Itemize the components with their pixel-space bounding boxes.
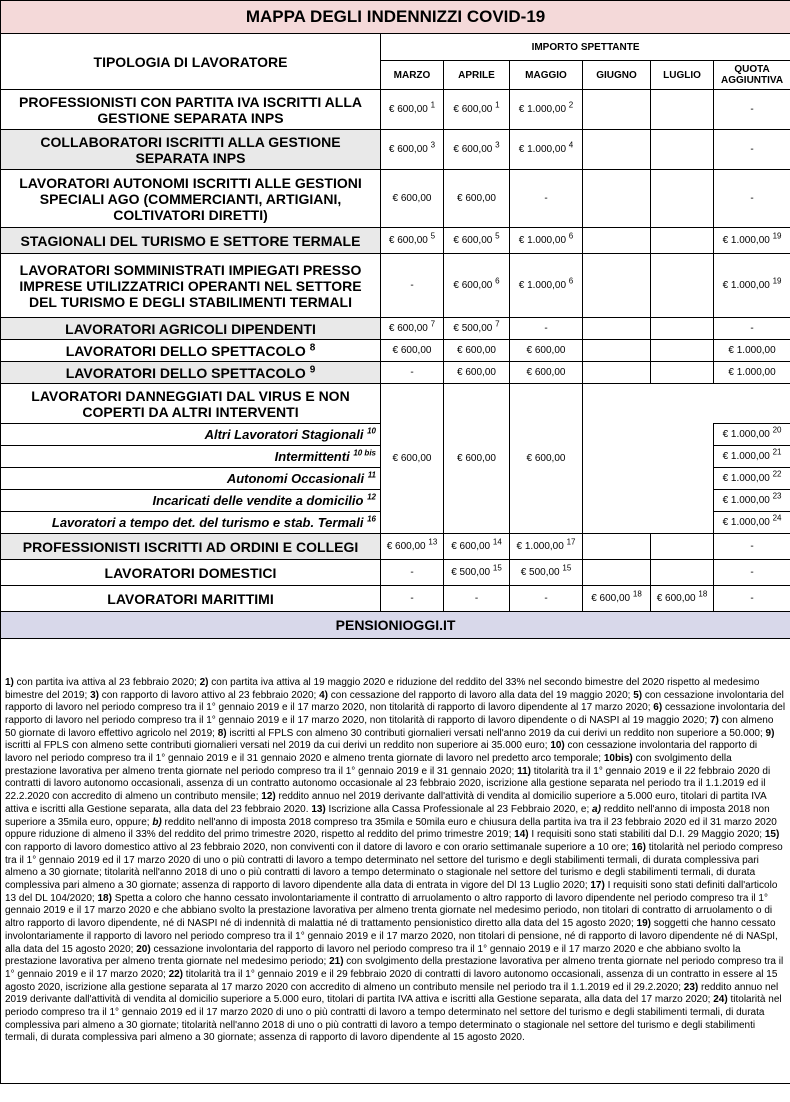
amount-cell [583,90,651,130]
sub-worker-label: Autonomi Occasionali $^{11}$ [1,468,381,490]
amount-cell: € 600,00 [510,384,583,534]
worker-type-label: LAVORATORI AUTONOMI ISCRITTI ALLE GESTIONI SPECIALI AGO (COMMERCIANTI, ARTIGIANI, COLTIVATORI DIRETTI) [1,170,381,228]
amount-cell: € 600,00 $^7$ [381,318,444,340]
month-header: GIUGNO [583,61,651,90]
amount-cell: € 1.000,00 [714,362,790,384]
amount-cell: - [381,362,444,384]
footnote-ref: 1 [430,100,436,110]
footnote-number: 7) [710,714,719,726]
amount-cell: € 600,00 $^{13}$ [381,534,444,560]
footnote-text: con svolgimento della prestazione lavorativa per almeno trenta giornate nel periodo compreso tra il 1° gennaio 2019 e il 17 marzo 2020; [5,956,784,980]
footnote-ref: 14 [492,537,502,547]
footnote-text: cessazione involontaria del rapporto di lavoro nel periodo compreso tra il 1° gennaio 2019 e il 17 marzo 2020 e che abbiano svolto la prestazione lavorativa per almeno trenta giornate nel medesimo periodo; [5,943,741,968]
amount-cell: € 600,00 $^{18}$ [583,586,651,612]
amount-cell [651,254,714,318]
amount-cell [651,534,714,560]
amount-cell [651,340,714,362]
table-row [1,534,790,560]
amount-cell: € 600,00 [444,384,510,534]
footnote-number: 13) [311,803,326,815]
footnote-number: 11) [517,765,532,777]
footnote-ref: 17 [566,537,576,547]
footnote-ref: 22 [772,469,782,479]
footnote-ref: 4 [568,140,574,150]
amount-cell: € 600,00 $^{18}$ [651,586,714,612]
footnote-ref: 9 [309,363,316,375]
footnote-number: 12) [261,791,276,803]
footnote-number: 10bis) [603,753,633,765]
footnote-text: reddito nell'anno di imposta 2018 compreso tra 35mila e 50mila euro e chiusura della partita iva tra il 23 febbraio 2020 ed il 31 marzo 2020 oppure riduzione di almeno il 33% del reddito del primo trimestre 2020, rispetto al reddito del primo trimestre 2019; [5,816,777,841]
amount-cell: € 500,00 $^{15}$ [510,560,583,586]
footer-brand: PENSIONIOGGI.IT [1,612,790,639]
table-row [1,228,790,254]
amount-cell: - [714,90,790,130]
empty-cell [583,512,714,534]
footnote-number: 9) [765,727,775,739]
footnote-text: con cessazione del rapporto di lavoro alla data del 19 maggio 2020; [328,689,634,701]
footnote-number: 17) [590,880,605,892]
table-row [1,362,790,384]
amount-cell: € 600,00 $^5$ [444,228,510,254]
worker-type-label: COLLABORATORI ISCRITTI ALLA GESTIONE SEPARATA INPS [1,130,381,170]
amount-cell: € 1.000,00 $^2$ [510,90,583,130]
amount-cell: - [510,318,583,340]
amount-cell [583,254,651,318]
footnote-ref: 21 [772,447,782,457]
footnote-text: con cessazione involontaria del rapporto di lavoro nel periodo compreso tra il 1° gennaio 2019 e il 31 gennaio 2020 e almeno trenta giornate di lavoro nel predetto arco temporale; [5,740,758,765]
footnote-ref: 10 [367,426,376,436]
amount-cell [651,170,714,228]
table-row [1,586,790,612]
amount-cell [583,560,651,586]
amount-cell: € 600,00 [381,340,444,362]
month-header: QUOTA AGGIUNTIVA [714,61,790,90]
amount-cell: € 1.000,00 $^6$ [510,228,583,254]
amount-cell: € 1.000,00 $^{21}$ [714,446,790,468]
worker-type-label: LAVORATORI MARITTIMI [1,586,381,612]
amount-cell: € 600,00 [381,384,444,534]
footnote-ref: 15 [562,563,572,573]
footnote-number: 24) [713,994,728,1006]
footnote-text: con svolgimento della prestazione lavorativa per almeno trenta giornate nel periodo compreso tra il 1° gennaio 2019 e il 31 gennaio 2020; [5,753,732,777]
amount-cell [651,130,714,170]
footnote-ref: 12 [367,492,376,502]
footnote-number: 20) [136,943,151,955]
footnote-text: con rapporto di lavoro domestico attivo al 23 febbraio 2020, non conviventi con il datore di lavoro e con orario settimanale superiore a 10 ore; [5,841,632,853]
footnote-ref: 2 [568,100,574,110]
footnote-number: 15) [764,829,780,841]
footnote-number: 2) [199,676,209,688]
footnote-ref: 10 bis [353,448,376,458]
page-title: MAPPA DEGLI INDENNIZZI COVID-19 [1,1,790,34]
footnote-text: Spetta a coloro che hanno cessato involontariamente il contratto di arruolamento o altro rapporto di lavoro dipendente nel periodo compreso tra il 1° gennaio 2019 e il 17 marzo 2020 e che abbiano svolto la prestazione lavorativa per almeno trenta giornate nel medesimo periodo, non titolari di contratto di arruolamento o di altro rapporto di lavoro dipendente, né di NASPI né di indennità di malattia né di trattamento pensionistico diretto alla data del 15 agosto 2020; [5,892,773,930]
footnote-text: titolarità tra il 1° gennaio 2019 e il 29 febbraio 2020 di contratti di lavoro autonomo occasionali, assenza di un contratto in essere al 15 agosto 2020, iscrizione alla gestione separata al 17 marzo 2020 con accredito di almeno un contributo mensile nel periodo tra il 1.1.2019 ed il 29.2.2020; [5,968,778,993]
amount-cell: € 600,00 [444,340,510,362]
footnote-ref: 7 [495,319,500,329]
amount-cell: € 1.000,00 $^{22}$ [714,468,790,490]
worker-type-label: STAGIONALI DEL TURISMO E SETTORE TERMALE [1,228,381,254]
footnote-number: b) [152,816,162,828]
amount-cell: € 1.000,00 $^{24}$ [714,512,790,534]
footnote-ref: 23 [772,491,782,501]
footnote-ref: 11 [367,470,376,480]
worker-type-label: LAVORATORI DOMESTICI [1,560,381,586]
amount-cell: € 600,00 $^3$ [444,130,510,170]
table-row [1,340,790,362]
worker-type-label: LAVORATORI DELLO SPETTACOLO $^8$ [1,340,381,362]
sub-worker-label: Lavoratori a tempo det. del turismo e stab. Termali $^{16}$ [1,512,381,534]
amount-cell: € 600,00 $^1$ [444,90,510,130]
amount-cell [651,362,714,384]
footnote-text: reddito annuo nel 2019 derivante dall'attività di vendita al domicilio superiore a 5.000 euro, titolari di partita IVA attiva e iscritti alla Gestione separata, alla data del 17 marzo 2020; [5,981,779,1006]
amount-cell [651,318,714,340]
footnote-ref: 1 [495,100,500,110]
amount-cell: - [510,170,583,228]
footnote-number: 10) [550,740,565,752]
sub-worker-label: Altri Lavoratori Stagionali $^{10}$ [1,424,381,446]
footnote-text: titolarità tra il 1° gennaio 2019 e il 22 febbraio 2020 di contratti di lavoro autonomo occasionali, assenza di un contratto autonomo occasionale al 23 febbraio 2020, iscrizione alla gestione separata nel periodo tra il 1.1.2019 ed il 22.2.2020 con accredito di almeno un contributo mensile; [5,765,771,803]
amount-cell: € 1.000,00 $^{20}$ [714,424,790,446]
amount-cell: € 1.000,00 $^{19}$ [714,228,790,254]
amount-cell [583,340,651,362]
worker-type-label: LAVORATORI AGRICOLI DIPENDENTI [1,318,381,340]
amount-cell: € 1.000,00 $^{19}$ [714,254,790,318]
footnote-number: 16) [631,841,646,853]
tipologia-header: TIPOLOGIA DI LAVORATORE [1,34,381,90]
footnote-text: titolarità nel periodo compreso tra il 1° gennaio 2019 ed il 17 marzo 2020 di uno o più contratti di lavoro a tempo determinato nel settore del turismo e degli stabilimenti termali, di durata complessiva pari almeno a 30 giornate; titolarità nell'anno 2018 di uno o più contratti di lavoro a tempo determinato o stagionale nel settore del turismo e degli stabilimenti termali, di durata complessiva pari almeno a 30 giornate; assenza di rapporto di lavoro dipendente alla data di entrata in vigore del Dl 13 Luglio 2020; [5,841,783,892]
amount-cell: € 1.000,00 [714,340,790,362]
footnote-ref: 19 [772,231,782,241]
table-row [1,560,790,586]
footnote-ref: 19 [772,276,782,286]
amount-cell [651,228,714,254]
table-row [1,254,790,318]
table-row [1,170,790,228]
amount-cell: € 600,00 [444,170,510,228]
footnote-text: Iscrizione alla Cassa Professionale al 23 Febbraio 2020, e; [325,803,593,815]
worker-type-label: LAVORATORI DANNEGGIATI DAL VIRUS E NON COPERTI DA ALTRI INTERVENTI [1,384,381,424]
table-row [1,130,790,170]
amount-cell: € 600,00 $^5$ [381,228,444,254]
amount-cell: € 500,00 $^{15}$ [444,560,510,586]
footnote-number: a) [592,803,601,815]
footnote-ref: 18 [632,589,642,599]
empty-cell [583,446,714,468]
footnote-number: 21) [329,956,344,968]
footnote-number: 23) [683,981,699,993]
month-header: MARZO [381,61,444,90]
footnote-ref: 6 [568,231,574,241]
footnote-ref: 5 [430,231,436,241]
amount-cell: € 600,00 $^1$ [381,90,444,130]
worker-type-label: LAVORATORI SOMMINISTRATI IMPIEGATI PRESSO IMPRESE UTILIZZATRICI OPERANTI NEL SETTORE DEL TURISMO E DEGLI STABILIMENTI TERMALI [1,254,381,318]
footnote-ref: 3 [495,140,500,150]
worker-type-label: PROFESSIONISTI ISCRITTI AD ORDINI E COLLEGI [1,534,381,560]
footnote-number: 3) [90,689,99,701]
footnote-ref: 3 [430,140,436,150]
footnote-text: reddito nell'anno di imposta 2018 non superiore a 35mila euro, oppure; [5,803,770,828]
amount-cell: € 600,00 [510,340,583,362]
amount-cell: - [714,130,790,170]
amount-cell: - [381,586,444,612]
amount-cell: € 1.000,00 $^4$ [510,130,583,170]
footnote-number: 22) [168,968,184,980]
amount-cell [583,228,651,254]
footnote-text: con rapporto di lavoro attivo al 23 febbraio 2020; [98,689,320,701]
footnote-text: iscritti al FPLS con almeno sette contributi giornalieri versati nel 2019 da cui derivi un reddito non superiore ai 35.000 euro; [5,740,551,752]
table-row [1,384,790,424]
footnote-ref: 6 [568,276,574,286]
amount-cell [583,534,651,560]
footnote-number: 18) [97,892,112,904]
footnote-ref: 20 [772,425,782,435]
month-header: MAGGIO [510,61,583,90]
footnote-ref: 8 [309,341,316,353]
amount-cell: € 600,00 [381,170,444,228]
amount-cell: - [510,586,583,612]
footnote-ref: 24 [772,513,782,523]
amount-cell [583,130,651,170]
worker-type-label: LAVORATORI DELLO SPETTACOLO $^9$ [1,362,381,384]
footnote-text: con partita iva attiva al 23 febbraio 2020; [13,676,200,688]
footnote-ref: 5 [495,231,500,241]
footnote-text: reddito annuo nel 2019 derivante dall'attività di vendita al domicilio superiore a 5.000 euro, titolari di partita IVA attiva e iscritti alla Gestione separata, alla data del 23 febbraio 2020. [5,791,767,815]
footnote-text: titolarità nel periodo compreso tra il 1° gennaio 2019 ed il 17 marzo 2020 di uno o più contratti di lavoro a tempo determinato nel settore del turismo e degli stabilimenti termali, di durata complessiva pari almeno a 30 giornate; titolarità nell'anno 2018 di uno o più contratti di lavoro a tempo determinato o stagionale nel settore del turismo e degli stabilimenti termali, di durata complessiva pari almeno a 30 giornate; assenza di rapporto di lavoro dipendente al 15 agosto 2020. [5,994,782,1044]
amount-cell: € 1.000,00 $^6$ [510,254,583,318]
footnote-number: 5) [633,689,643,701]
sub-worker-label: Intermittenti $^{10 bis}$ [1,446,381,468]
amount-cell: - [381,254,444,318]
amount-cell: - [714,170,790,228]
month-header: APRILE [444,61,510,90]
amount-cell [651,90,714,130]
footnotes [1,639,790,1084]
amount-cell [583,362,651,384]
footnote-number: 4) [319,689,329,701]
footnote-ref: 7 [430,319,436,329]
sub-worker-label: Incaricati delle vendite a domicilio $^{12}$ [1,490,381,512]
footnote-number: 14) [514,829,529,841]
amount-cell: € 600,00 $^6$ [444,254,510,318]
worker-type-label: PROFESSIONISTI CON PARTITA IVA ISCRITTI ALLA GESTIONE SEPARATA INPS [1,90,381,130]
footnote-text: cessazione involontaria del rapporto di lavoro nel periodo compreso tra il 1° gennaio 2019 e il 17 marzo 2020, non titolarità di rapporto di lavoro dipendente o di NASPI al 19 maggio 2020; [5,702,786,726]
footnote-number: 1) [5,676,14,688]
amount-cell: € 1.000,00 $^{23}$ [714,490,790,512]
amount-cell: € 600,00 [510,362,583,384]
footnote-ref: 6 [495,276,500,286]
importo-header: IMPORTO SPETTANTE [381,34,790,61]
amount-cell: - [714,560,790,586]
footnote-text: I requisiti sono stati definiti dall'articolo 13 del DL 104/2020; [5,880,778,904]
footnote-ref: 16 [367,514,376,524]
footnote-number: 6) [653,702,663,714]
footnote-text: iscritti al FPLS con almeno 30 contributi giornalieri versati nell'anno 2019 da cui derivi un reddito non superiore a 50.000; [226,727,766,739]
amount-cell: - [444,586,510,612]
amount-cell [583,318,651,340]
empty-cell [583,468,714,490]
amount-cell [583,170,651,228]
amount-cell: - [714,318,790,340]
table-row [1,318,790,340]
amount-cell: € 600,00 [444,362,510,384]
empty-cell [583,384,790,424]
footnote-ref: 15 [492,563,502,573]
empty-cell [583,490,714,512]
footnote-text: con almeno 50 giornate di lavoro effettivo agricolo nel 2019; [5,714,774,739]
amount-cell: € 600,00 $^{14}$ [444,534,510,560]
footnote-ref: 13 [428,537,438,547]
amount-cell: - [714,586,790,612]
footnote-text: I requisiti sono stati stabiliti dal D.I. 29 Maggio 2020; [528,829,765,841]
footnote-ref: 18 [698,589,708,599]
footnote-number: 8) [217,727,227,739]
footnote-number: 19) [636,918,651,930]
footnote-text: soggetti che hanno cessato involontariamente il rapporto di lavoro nel periodo compreso tra il 1° gennaio 2019 e il 17 marzo 2020, non titolari di pensione, né di rapporto di lavoro dipendente né di NASpI, alla data del 15 agosto 2020; [5,918,778,955]
amount-cell: € 600,00 $^3$ [381,130,444,170]
footnote-text: con partita iva attiva al 19 maggio 2020 e riduzione del reddito del 33% nel secondo bimestre del 2020 rispetto al medesimo bimestre del 2019; [5,676,760,701]
amount-cell: € 500,00 $^7$ [444,318,510,340]
table-row [1,90,790,130]
month-header: LUGLIO [651,61,714,90]
footnote-text: con cessazione involontaria del rapporto di lavoro nel periodo compreso tra il 1° gennaio 2019 e il 17 marzo 2020, non titolarità di rapporto di lavoro dipendente al 17 marzo 2020; [5,689,784,714]
amount-cell: - [714,534,790,560]
amount-cell: € 1.000,00 $^{17}$ [510,534,583,560]
empty-cell [583,424,714,446]
amount-cell: - [381,560,444,586]
amount-cell [651,560,714,586]
